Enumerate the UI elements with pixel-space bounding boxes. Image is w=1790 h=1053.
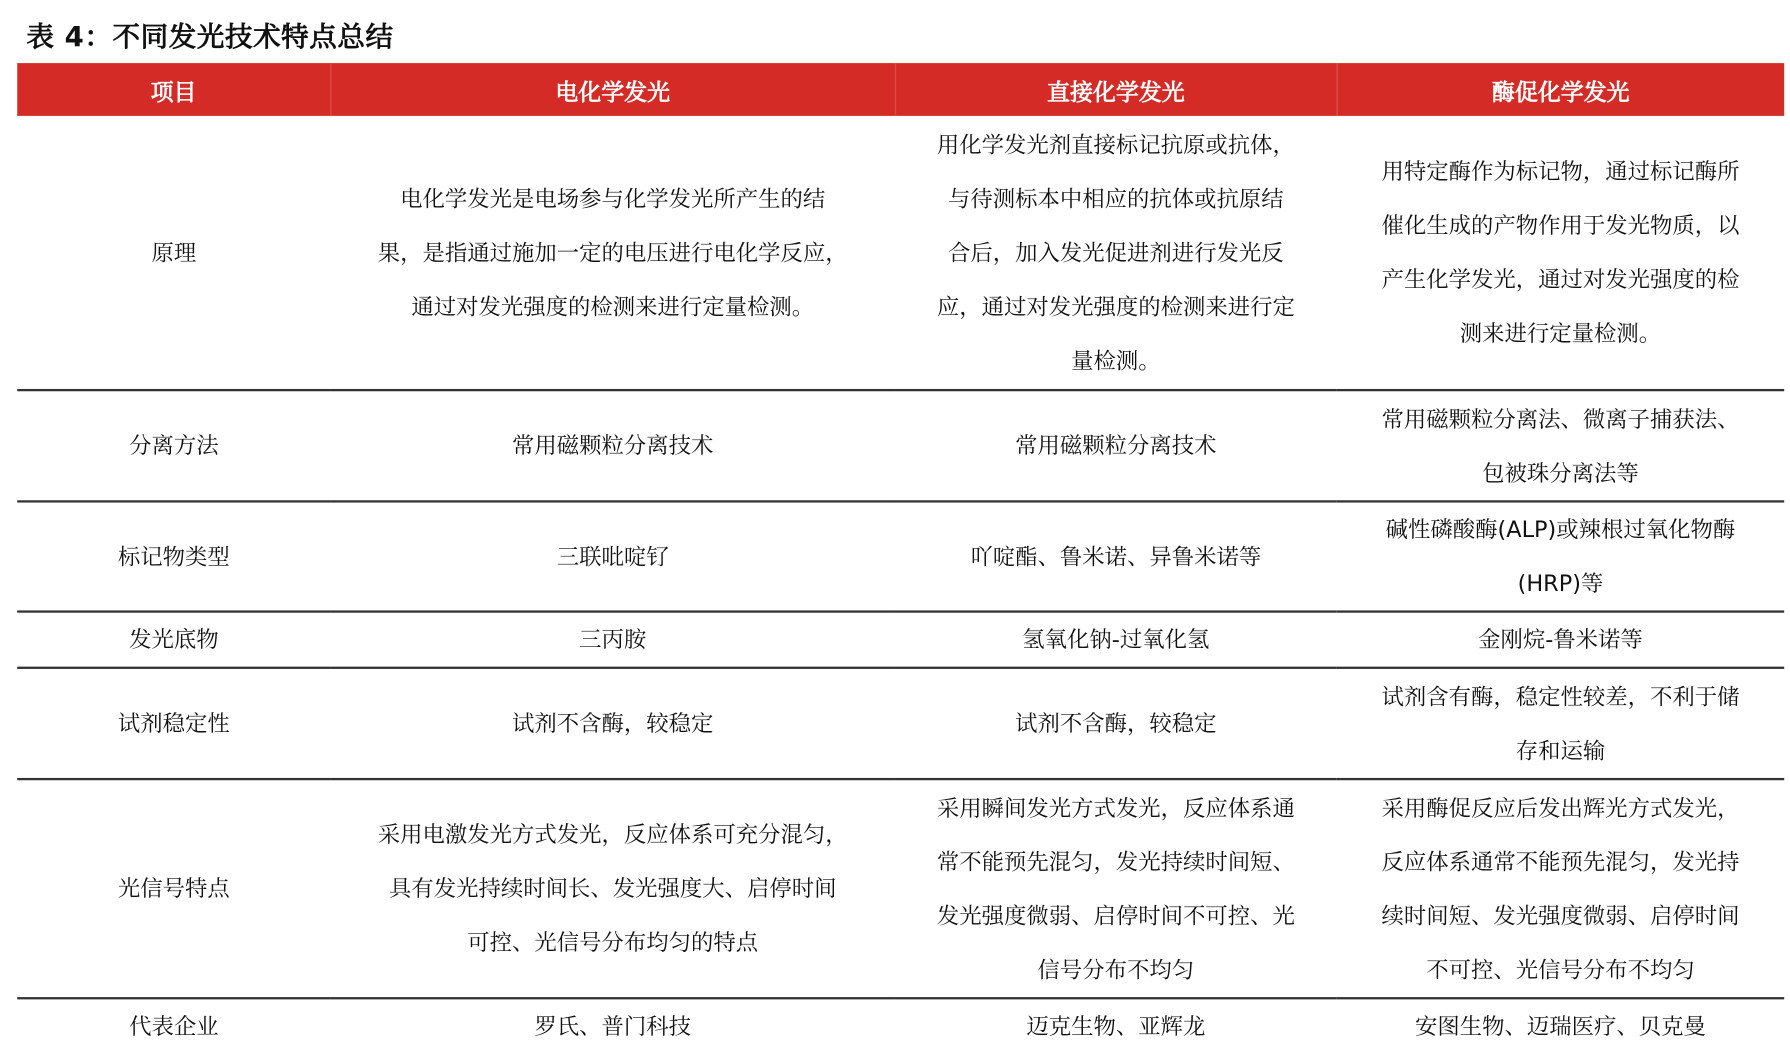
cell-line: 迈克生物、亚辉龙 — [1026, 1013, 1206, 1040]
row-label: 标记物类型 — [17, 501, 330, 611]
row-label: 试剂稳定性 — [17, 668, 330, 779]
cell-line: 用特定酶作为标记物，通过标记酶所 — [1381, 158, 1740, 185]
cell-direct-cl — [895, 779, 1337, 998]
cell-line: 常用磁颗粒分离技术 — [512, 432, 714, 459]
cell-line: 续时间短、发光强度微弱、启停时间 — [1381, 902, 1740, 929]
cell-enzyme-cl — [1337, 779, 1784, 998]
cell-line: 常用磁颗粒分离法、微离子捕获法、 — [1381, 405, 1740, 432]
cell-line: 不可控、光信号分布不均匀 — [1426, 956, 1695, 983]
cell-line: 包被珠分离法等 — [1482, 459, 1639, 486]
cell-line: 吖啶酯、鲁米诺、异鲁米诺等 — [970, 543, 1262, 570]
cell-line: 果，是指通过施加一定的电压进行电化学反应， — [377, 239, 848, 266]
cell-line: 常不能预先混匀，发光持续时间短、 — [936, 848, 1295, 875]
cell-line: 采用瞬间发光方式发光，反应体系通 — [936, 794, 1295, 821]
cell-enzyme-cl — [1337, 612, 1784, 668]
cell-line: 信号分布不均匀 — [1037, 956, 1195, 983]
cell-line: 反应体系通常不能预先混匀，发光持 — [1381, 848, 1740, 875]
header-direct-cl: 直接化学发光 — [895, 63, 1337, 116]
cell-line: 存和运输 — [1515, 737, 1606, 764]
cell-line: 与待测标本中相应的抗体或抗原结 — [948, 185, 1284, 212]
cell-line: 可控、光信号分布均匀的特点 — [467, 929, 759, 956]
cell-line: 量检测。 — [1071, 347, 1161, 374]
cell-ecl — [330, 501, 895, 611]
cell-line: 采用酶促反应后发出辉光方式发光， — [1381, 794, 1740, 821]
table-row — [17, 612, 1784, 668]
table-row — [17, 116, 1784, 390]
cell-enzyme-cl — [1337, 116, 1784, 390]
cell-line: 三联吡啶钌 — [556, 543, 669, 570]
header-ecl: 电化学发光 — [330, 63, 895, 116]
cell-line: (HRP)等 — [1517, 570, 1604, 597]
cell-line: 常用磁颗粒分离技术 — [1015, 432, 1217, 459]
cell-ecl — [330, 116, 895, 390]
cell-line: 金刚烷-鲁米诺等 — [1478, 626, 1643, 653]
cell-line: 合后，加入发光促进剂进行发光反 — [948, 239, 1284, 266]
cell-line: 氢氧化钠-过氧化氢 — [1022, 626, 1210, 653]
table-row — [17, 501, 1784, 611]
cell-line: 试剂不含酶，较稳定 — [1015, 710, 1217, 737]
cell-line: 通过对发光强度的检测来进行定量检测。 — [411, 293, 815, 320]
table-body — [17, 116, 1784, 1053]
cell-ecl — [330, 612, 895, 668]
row-label: 原理 — [17, 116, 330, 390]
cell-line: 试剂含有酶，稳定性较差，不利于储 — [1381, 683, 1740, 710]
cell-line: 测来进行定量检测。 — [1459, 320, 1662, 347]
cell-line: 具有发光持续时间长、发光强度大、启停时间 — [388, 875, 837, 902]
cell-direct-cl — [895, 612, 1337, 668]
cell-direct-cl — [895, 116, 1337, 390]
table-title: 表 4：不同发光技术特点总结 — [26, 20, 394, 53]
cell-line: 罗氏、普门科技 — [534, 1013, 692, 1040]
cell-ecl — [330, 779, 895, 998]
cell-enzyme-cl — [1337, 998, 1784, 1053]
cell-line: 催化生成的产物作用于发光物质，以 — [1381, 212, 1740, 239]
cell-direct-cl — [895, 390, 1337, 501]
cell-line: 采用电激发光方式发光，反应体系可充分混匀， — [377, 821, 848, 848]
cell-line: 产生化学发光，通过对发光强度的检 — [1381, 266, 1740, 293]
cell-ecl — [330, 668, 895, 779]
table-row — [17, 998, 1784, 1053]
cell-enzyme-cl — [1337, 390, 1784, 501]
row-label: 发光底物 — [17, 612, 330, 668]
cell-ecl — [330, 998, 895, 1053]
cell-line: 用化学发光剂直接标记抗原或抗体， — [936, 131, 1295, 158]
cell-line: 碱性磷酸酶(ALP)或辣根过氧化物酶 — [1385, 516, 1736, 543]
cell-direct-cl — [895, 668, 1337, 779]
cell-enzyme-cl — [1337, 501, 1784, 611]
cell-line: 试剂不含酶，较稳定 — [512, 710, 714, 737]
cell-ecl — [330, 390, 895, 501]
cell-enzyme-cl — [1337, 668, 1784, 779]
cell-line: 发光强度微弱、启停时间不可控、光 — [936, 902, 1295, 929]
header-item: 项目 — [17, 63, 330, 116]
row-label: 分离方法 — [17, 390, 330, 501]
cell-line: 安图生物、迈瑞医疗、贝克曼 — [1415, 1013, 1706, 1040]
cell-direct-cl — [895, 998, 1337, 1053]
row-label: 光信号特点 — [17, 779, 330, 998]
row-label: 代表企业 — [129, 1013, 219, 1040]
table-header-row — [17, 63, 1784, 116]
cell-line: 三丙胺 — [579, 626, 647, 653]
cell-direct-cl — [895, 501, 1337, 611]
table-row — [17, 390, 1784, 501]
header-enzyme-cl: 酶促化学发光 — [1337, 63, 1784, 116]
table-row — [17, 779, 1784, 998]
cell-line: 电化学发光是电场参与化学发光所产生的结 — [400, 185, 826, 212]
table-row — [17, 668, 1784, 779]
comparison-table — [17, 63, 1784, 1053]
cell-line: 应，通过对发光强度的检测来进行定 — [936, 293, 1295, 320]
